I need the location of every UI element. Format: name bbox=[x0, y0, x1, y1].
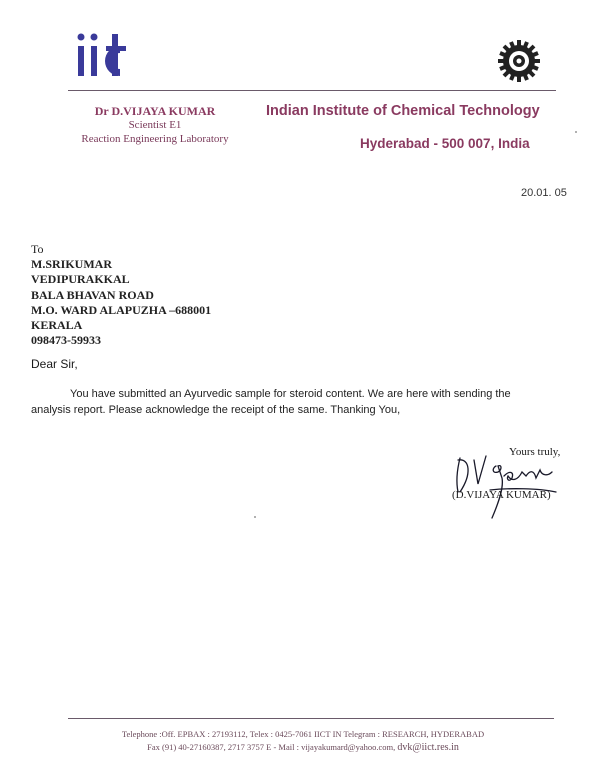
scan-speck bbox=[575, 131, 577, 133]
institute-name: Indian Institute of Chemical Technology bbox=[266, 103, 540, 119]
sender-name: Dr D.VIJAYA KUMAR bbox=[94, 104, 216, 118]
header-divider bbox=[68, 90, 556, 91]
footer-line-phone: Telephone :Off. EPBAX : 27193112, Telex : 0425-7061 IICT IN Telegram : RESEARCH, HYDERABAD bbox=[121, 729, 485, 739]
institute-city: Hyderabad - 500 007, India bbox=[360, 136, 530, 151]
footer-fax-email: Fax (91) 40-27160387, 2717 3757 E - Mail : vijayakumard@yahoo.com, bbox=[147, 742, 398, 752]
footer-contact bbox=[60, 728, 546, 754]
footer-email: dvk@iict.res.in bbox=[397, 742, 459, 753]
sender-lab: Reaction Engineering Laboratory bbox=[81, 133, 229, 145]
sender-block bbox=[70, 104, 240, 146]
sender-title: Scientist E1 bbox=[128, 119, 182, 131]
closing-text: Yours truly, bbox=[509, 446, 561, 458]
scan-speck bbox=[254, 516, 256, 518]
iict-logo-icon bbox=[74, 32, 128, 82]
address-line: 098473-59933 bbox=[31, 333, 101, 348]
csir-emblem-icon bbox=[496, 38, 542, 84]
salutation: Dear Sir, bbox=[31, 357, 78, 371]
address-to: To bbox=[31, 242, 44, 256]
letter-body: You have submitted an Ayurvedic sample for steroid content. We are here with sending the analysis report. Please acknowledge the receipt of the same. Thanking You, bbox=[31, 388, 511, 416]
address-line: M.SRIKUMAR bbox=[31, 257, 112, 272]
address-line: VEDIPURAKKAL bbox=[31, 272, 130, 287]
address-line: BALA BHAVAN ROAD bbox=[31, 287, 154, 302]
letter-date: 20.01. 05 bbox=[521, 187, 567, 199]
handwritten-signature-icon bbox=[448, 446, 561, 520]
footer-divider bbox=[68, 718, 554, 719]
recipient-address bbox=[31, 242, 211, 348]
address-line: KERALA bbox=[31, 318, 83, 333]
footer-line-fax bbox=[60, 741, 546, 754]
address-line: M.O. WARD ALAPUZHA –688001 bbox=[31, 302, 212, 317]
signer-name: (D.VIJAYA KUMAR) bbox=[452, 489, 551, 501]
